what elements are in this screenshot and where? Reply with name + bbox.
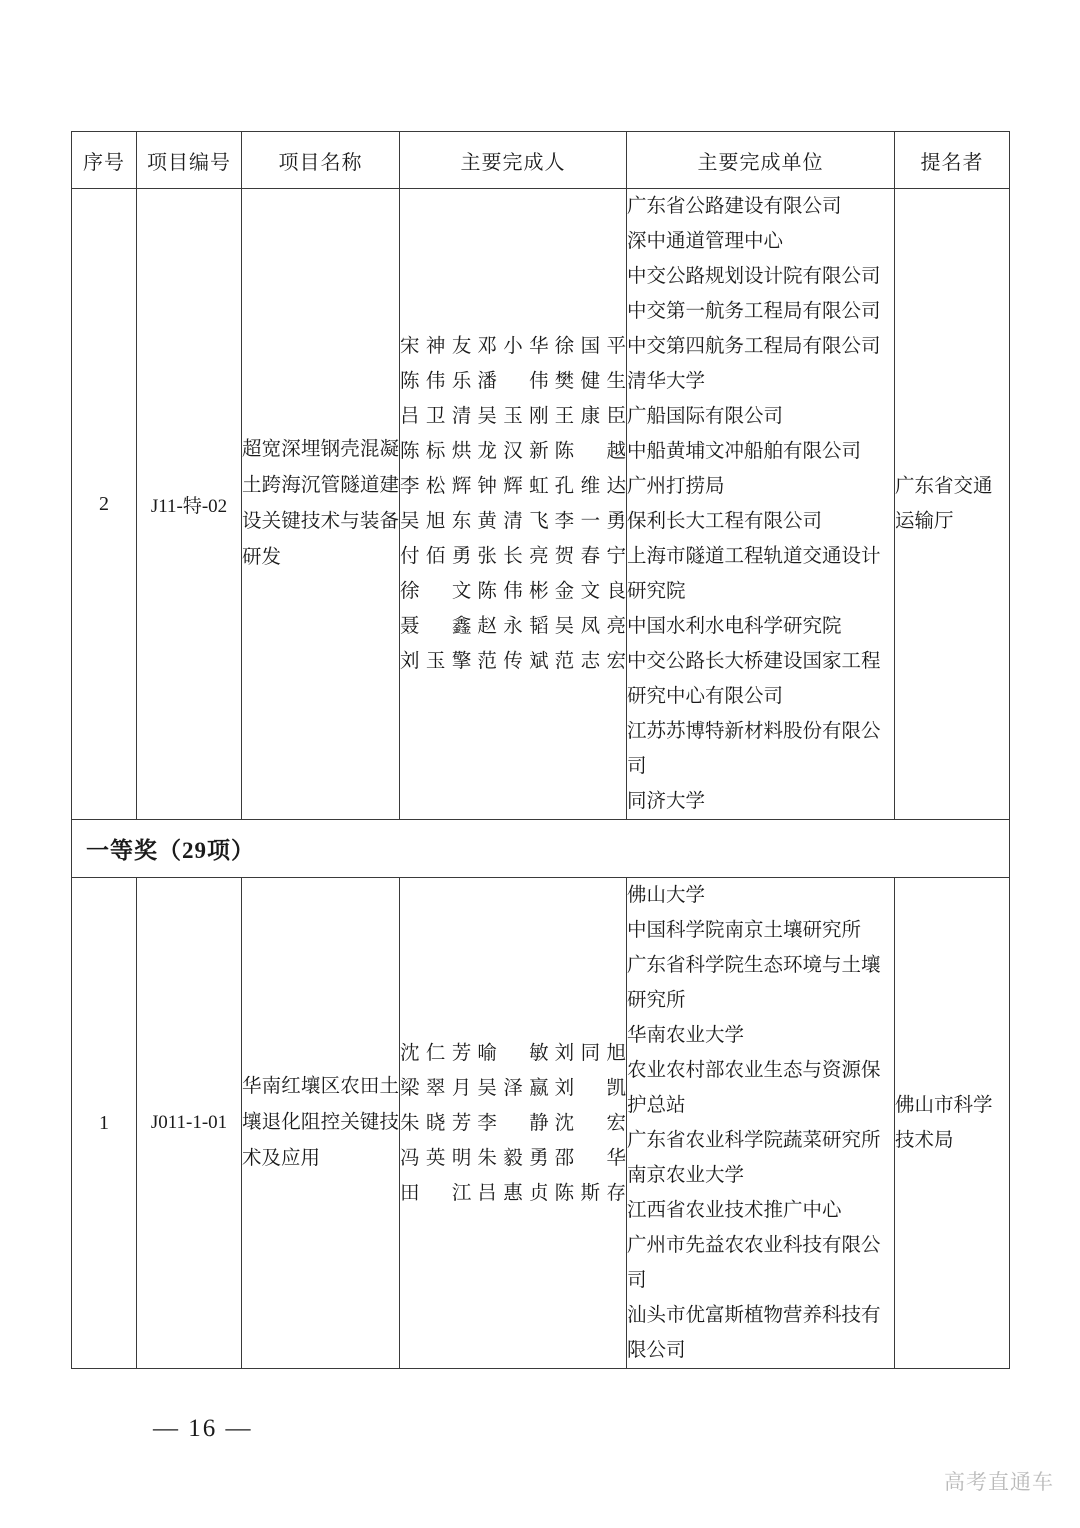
person-name: 王康臣 [554, 406, 626, 427]
table-row [72, 878, 1010, 1369]
person-name: 李一勇 [554, 511, 626, 532]
page-number: — 16 — [153, 1415, 253, 1442]
person-name: 田江 [400, 1182, 472, 1204]
person-name: 范传斌 [477, 651, 549, 672]
watermark: 高考直通车 [944, 1471, 1054, 1494]
person-name: 吴玉刚 [477, 406, 549, 427]
person-name: 樊健生 [554, 371, 626, 392]
person-name: 徐文 [400, 581, 472, 602]
person-name: 李静 [477, 1112, 549, 1134]
organization-line: 南京农业大学 [627, 1165, 745, 1186]
person-name: 范志宏 [554, 651, 626, 672]
person-name: 孔维达 [554, 476, 626, 497]
people-grid [400, 329, 626, 679]
person-name: 吕卫清 [400, 406, 472, 427]
organization-line: 广船国际有限公司 [627, 406, 784, 427]
organization-line: 中交第四航务工程局有限公司 [627, 336, 881, 357]
person-name: 刘同旭 [554, 1042, 626, 1064]
person-name: 金文良 [554, 581, 626, 602]
organization-line: 清华大学 [627, 371, 706, 392]
person-name: 沈仁芳 [400, 1042, 472, 1064]
organization-line: 中船黄埔文冲船舶有限公司 [627, 441, 862, 462]
person-name: 徐国平 [554, 336, 626, 357]
table-row [72, 189, 1010, 820]
organization-line: 上海市隧道工程轨道交通设计研究院 [627, 546, 881, 602]
person-name: 吴泽嬴 [477, 1077, 549, 1099]
organization-line: 江西省农业技术推广中心 [627, 1200, 842, 1221]
organization-line: 广东省公路建设有限公司 [627, 196, 842, 217]
organization-line: 广州市先益农农业科技有限公司 [627, 1235, 881, 1291]
header-cell-people: 主要完成人 [400, 132, 627, 189]
person-name: 钟辉虹 [477, 476, 549, 497]
person-name: 陈伟乐 [400, 371, 472, 392]
cell-organizations [627, 878, 895, 1369]
person-name: 潘伟 [477, 371, 549, 392]
organization-line: 江苏苏博特新材料股份有限公司 [627, 721, 881, 777]
person-name: 沈宏 [554, 1112, 626, 1134]
organization-line: 中国科学院南京土壤研究所 [627, 920, 862, 941]
person-name: 陈越 [554, 441, 626, 462]
person-name: 梁翠月 [400, 1077, 472, 1099]
organization-line: 中交公路长大桥建设国家工程研究中心有限公司 [627, 651, 881, 707]
section-header-row [72, 820, 1010, 878]
organization-line: 广东省农业科学院蔬菜研究所 [627, 1130, 881, 1151]
cell-no: 2 [72, 189, 137, 820]
organization-line: 中交第一航务工程局有限公司 [627, 301, 881, 322]
person-name: 吕惠贞 [477, 1182, 549, 1204]
cell-project-name: 华南红壤区农田土壤退化阻控关键技术及应用 [242, 878, 400, 1369]
organization-line: 保利长大工程有限公司 [627, 511, 823, 532]
people-grid [400, 1036, 626, 1211]
organization-line: 汕头市优富斯植物营养科技有限公司 [627, 1305, 881, 1361]
organization-line: 广州打捞局 [627, 476, 725, 497]
header-cell-project-name: 项目名称 [242, 132, 400, 189]
organization-line: 中交公路规划设计院有限公司 [627, 266, 881, 287]
section-label: 一等奖（29项） [72, 820, 1010, 878]
organization-line: 佛山大学 [627, 885, 706, 906]
person-name: 陈标烘 [400, 441, 472, 462]
cell-nominator: 广东省交通运输厅 [895, 189, 1010, 820]
person-name: 冯英明 [400, 1147, 472, 1169]
header-cell-nominator: 提名者 [895, 132, 1010, 189]
organization-line: 同济大学 [627, 791, 706, 812]
table-header-row [72, 132, 1010, 189]
person-name: 刘玉擎 [400, 651, 472, 672]
person-name: 吴旭东 [400, 511, 472, 532]
organization-line: 中国水利水电科学研究院 [627, 616, 842, 637]
person-name: 聂鑫 [400, 616, 472, 637]
person-name: 喻敏 [477, 1042, 549, 1064]
person-name: 陈斯存 [554, 1182, 626, 1204]
cell-no: 1 [72, 878, 137, 1369]
cell-project-name: 超宽深埋钢壳混凝土跨海沉管隧道建设关键技术与装备研发 [242, 189, 400, 820]
cell-project-code: J011-1-01 [137, 878, 242, 1369]
header-cell-no: 序号 [72, 132, 137, 189]
person-name: 宋神友 [400, 336, 472, 357]
cell-people [400, 189, 627, 820]
cell-project-code: J11-特-02 [137, 189, 242, 820]
person-name: 龙汉新 [477, 441, 549, 462]
person-name: 贺春宁 [554, 546, 626, 567]
header-cell-organizations: 主要完成单位 [627, 132, 895, 189]
person-name: 朱毅勇 [477, 1147, 549, 1169]
person-name: 赵永韬 [477, 616, 549, 637]
person-name: 邓小华 [477, 336, 549, 357]
person-name: 付佰勇 [400, 546, 472, 567]
person-name: 张长亮 [477, 546, 549, 567]
award-list-table [71, 131, 1010, 1369]
person-name: 黄清飞 [477, 511, 549, 532]
person-name: 朱晓芳 [400, 1112, 472, 1134]
header-cell-code: 项目编号 [137, 132, 242, 189]
person-name: 刘凯 [554, 1077, 626, 1099]
person-name: 陈伟彬 [477, 581, 549, 602]
cell-organizations [627, 189, 895, 820]
organization-line: 广东省科学院生态环境与土壤研究所 [627, 955, 881, 1011]
person-name: 吴凤亮 [554, 616, 626, 637]
cell-people [400, 878, 627, 1369]
person-name: 李松辉 [400, 476, 472, 497]
person-name: 邵华 [554, 1147, 626, 1169]
cell-nominator: 佛山市科学技术局 [895, 878, 1010, 1369]
organization-line: 深中通道管理中心 [627, 231, 784, 252]
organization-line: 华南农业大学 [627, 1025, 745, 1046]
organization-line: 农业农村部农业生态与资源保护总站 [627, 1060, 881, 1116]
